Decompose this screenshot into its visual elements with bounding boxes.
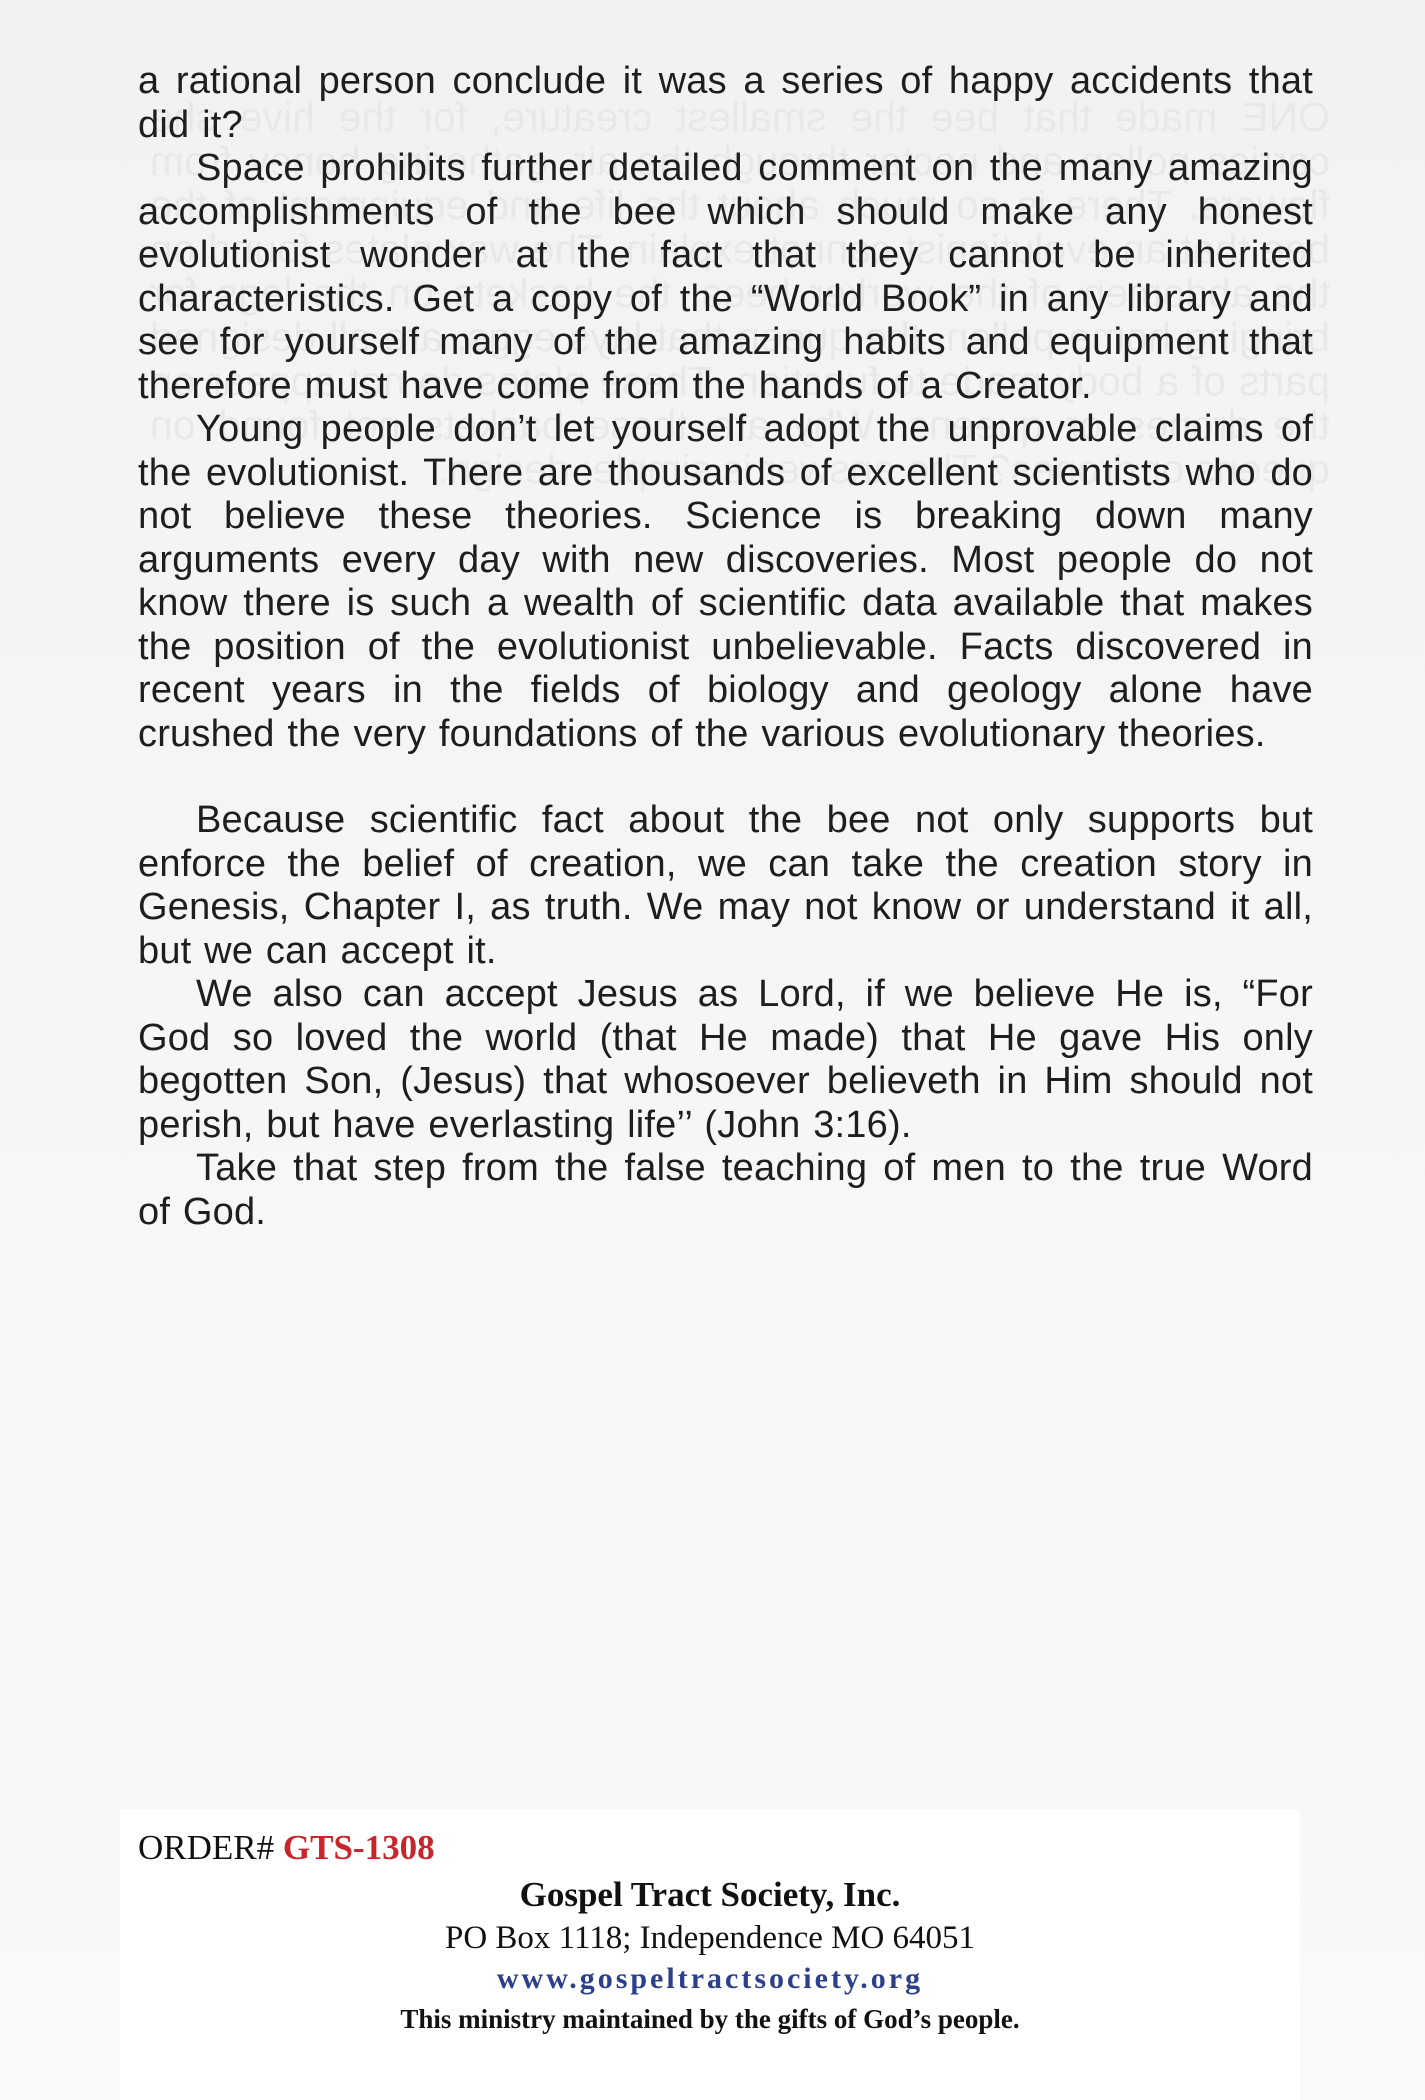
ministry-note: This ministry maintained by the gifts of God’s people. [400, 2004, 1020, 2034]
paragraph-accept-jesus: We also can accept Jesus as Lord, if we believe He is, “For God so loved the world (that He made) that He gave His only begotten Son, (Jesus) that whosoever believeth in Him should not perish, but have everlasting life’’ (John 3:16). [138, 973, 1313, 1146]
order-line [138, 1828, 435, 1868]
publisher-address: PO Box 1118; Independence MO 64051 [444, 1920, 976, 1956]
publisher-footer [120, 1810, 1300, 2100]
paragraph-space-prohibits: Space prohibits further detailed comment on the many amazing accomplishments of the bee which should make any honest evolutionist wonder at the fact that they cannot be inherited characteristics. Get a copy of the “World Book” in any library and see for yourself many of the amazing habits and equipment that therefore must have come from the hands of a Creator. [138, 147, 1313, 407]
order-label: ORDER# [138, 1828, 275, 1867]
tract-body [138, 60, 1313, 1234]
order-number: GTS-1308 [282, 1828, 435, 1867]
publisher-name: Gospel Tract Society, Inc. [519, 1875, 901, 1914]
publisher-website[interactable]: www.gospeltractsociety.org [496, 1962, 924, 1995]
paragraph-because-scientific: Because scientific fact about the bee not only supports but enforce the belief of creation, we can take the creation story in Genesis, Chapter I, as truth. We may not know or understand it all, but we can accept it. [138, 799, 1313, 972]
paragraph-continued: a rational person conclude it was a series of happy accidents that did it? [138, 60, 1313, 146]
paragraph-young-people: Young people don’t let yourself adopt the unprovable claims of the evolutionist. There are thousands of excellent scientists who do not believe these theories. Science is breaking down many arguments every day with new discoveries. Most people do not know there is such a wealth of scientific data available that makes the position of the evolutionist unbelievable. Facts discovered in recent years in the fields of biology and geology alone have crushed the very foundations of the various evolutionary theories. [138, 408, 1313, 755]
paragraph-take-that-step: Take that step from the false teaching of men to the true Word of God. [138, 1147, 1313, 1233]
